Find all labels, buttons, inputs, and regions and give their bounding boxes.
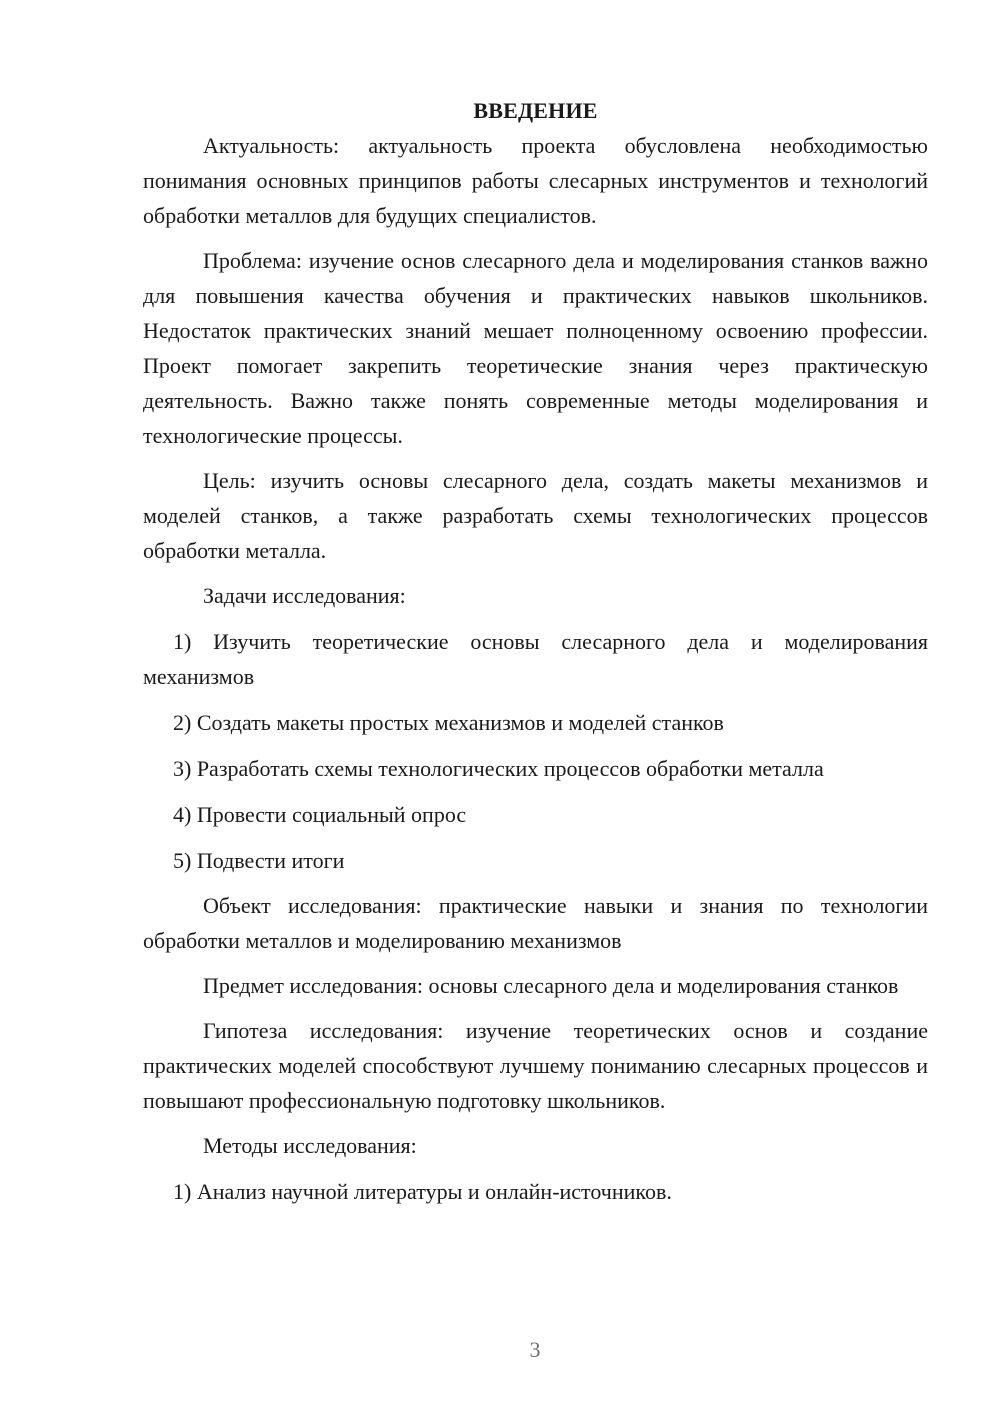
goal-paragraph: Цель: изучить основы слесарного дела, создать макеты механизмов и моделей станков, а также разработать схемы технологических процессов обработки металла. (143, 468, 928, 563)
tasks-heading: Задачи исследования: (203, 583, 406, 608)
page-number: 3 (529, 1337, 541, 1362)
page-content (143, 93, 928, 1209)
task-item-5: 5) Подвести итоги (173, 848, 345, 873)
task-item-1: 1) Изучить теоретические основы слесарного дела и моделирования механизмов (143, 629, 928, 689)
problem-paragraph: Проблема: изучение основ слесарного дела и моделирования станков важно для повышения качества обучения и практических навыков школьников. Недостаток практических знаний мешает полноценному освоению профессии. Проект помогает закрепить теоретические знания через практическую деятельность. Важно также понять современные методы моделирования и технологические процессы. (143, 248, 928, 448)
page-title: ВВЕДЕНИЕ (473, 98, 598, 123)
methods-heading: Методы исследования: (203, 1133, 417, 1158)
task-item-3: 3) Разработать схемы технологических процессов обработки металла (173, 756, 824, 781)
hypothesis-paragraph: Гипотеза исследования: изучение теоретических основ и создание практических моделей способствуют лучшему пониманию слесарных процессов и повышают профессиональную подготовку школьников. (143, 1018, 928, 1113)
object-paragraph: Объект исследования: практические навыки и знания по технологии обработки металлов и моделированию механизмов (143, 893, 928, 953)
subject-paragraph: Предмет исследования: основы слесарного дела и моделирования станков (203, 973, 899, 998)
task-item-2: 2) Создать макеты простых механизмов и моделей станков (173, 710, 724, 735)
relevance-paragraph: Актуальность: актуальность проекта обусловлена необходимостью понимания основных принципов работы слесарных инструментов и технологий обработки металлов для будущих специалистов. (143, 133, 928, 228)
method-item-1: 1) Анализ научной литературы и онлайн-источников. (173, 1179, 672, 1204)
task-item-4: 4) Провести социальный опрос (173, 802, 467, 827)
